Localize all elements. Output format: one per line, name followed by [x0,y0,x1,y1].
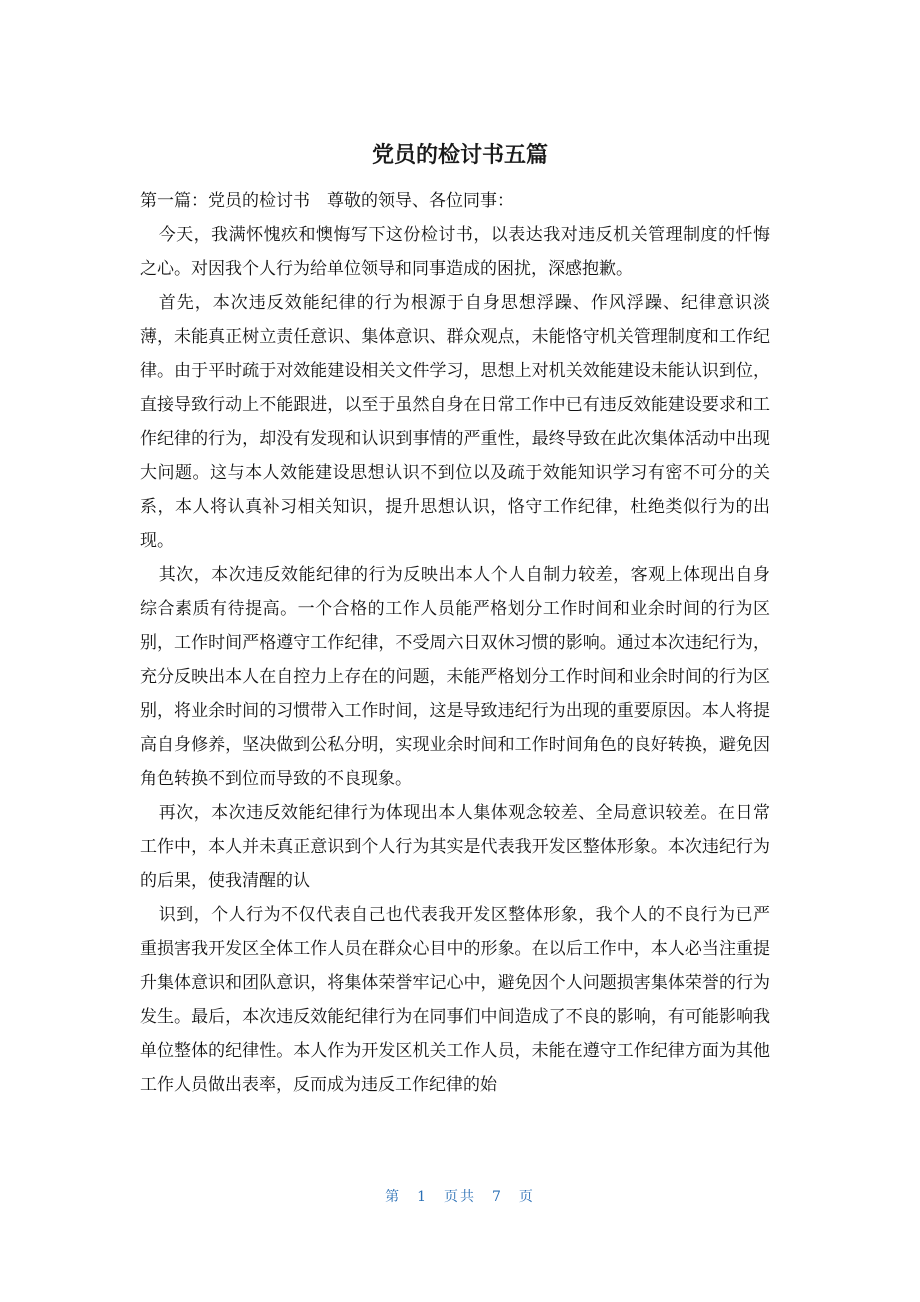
paragraph-continuation: 识到，个人行为不仅代表自己也代表我开发区整体形象，我个人的不良行为已严重损害我开发区全体工作人员在群众心目中的形象。在以后工作中，本人必当注重提升集体意识和团队意识，将集体荣誉牢记心中，避免因个人问题损害集体荣誉的行为发生。最后，本次违反效能纪律行为在同事们中间造成了不良的影响，有可能影响我单位整体的纪律性。本人作为开发区机关工作人员，未能在遵守工作纪律方面为其他工作人员做出表率，反而成为违反工作纪律的始 [140,905,770,1095]
paragraph-second-reason: 其次，本次违反效能纪律的行为反映出本人个人自制力较差，客观上体现出自身综合素质有待提高。一个合格的工作人员能严格划分工作时间和业余时间的行为区别，工作时间严格遵守工作纪律，不受周六日双休习惯的影响。通过本次违纪行为，充分反映出本人在自控力上存在的问题，未能严格划分工作时间和业余时间的行为区别，将业余时间的习惯带入工作时间，这是导致违纪行为出现的重要原因。本人将提高自身修养，坚决做到公私分明，实现业余时间和工作时间角色的良好转换，避免因角色转换不到位而导致的不良现象。 [140,565,770,789]
page-footer [0,1186,920,1206]
footer-suffix: 页 [518,1189,535,1205]
footer-total-pages: 7 [492,1189,503,1205]
footer-middle: 页共 [444,1189,476,1205]
paragraph-first-reason: 首先，本次违反效能纪律的行为根源于自身思想浮躁、作风浮躁、纪律意识淡薄，未能真正树立责任意识、集体意识、群众观点，未能恪守机关管理制度和工作纪律。由于平时疏于对效能建设相关文件学习，思想上对机关效能建设未能认识到位，直接导致行动上不能跟进，以至于虽然自身在日常工作中已有违反效能建设要求和工作纪律的行为，却没有发现和认识到事情的严重性，最终导致在此次集体活动中出现大问题。这与本人效能建设思想认识不到位以及疏于效能知识学习有密不可分的关系，本人将认真补习相关知识，提升思想认识，恪守工作纪律，杜绝类似行为的出现。 [140,293,770,551]
paragraph-salutation: 第一篇：党员的检讨书 尊敬的领导、各位同事： [140,191,514,211]
footer-prefix: 第 [385,1189,402,1205]
paragraph-third-reason: 再次，本次违反效能纪律行为体现出本人集体观念较差、全局意识较差。在日常工作中，本人并未真正意识到个人行为其实是代表我开发区整体形象。本次违纪行为的后果，使我清醒的认 [140,803,770,891]
document-body [140,184,770,1102]
document-title: 党员的检讨书五篇 [371,143,548,168]
paragraph-intro: 今天，我满怀愧疚和懊悔写下这份检讨书，以表达我对违反机关管理制度的忏悔之心。对因我个人行为给单位领导和同事造成的困扰，深感抱歉。 [140,225,770,279]
footer-page-number: 1 [417,1189,428,1205]
